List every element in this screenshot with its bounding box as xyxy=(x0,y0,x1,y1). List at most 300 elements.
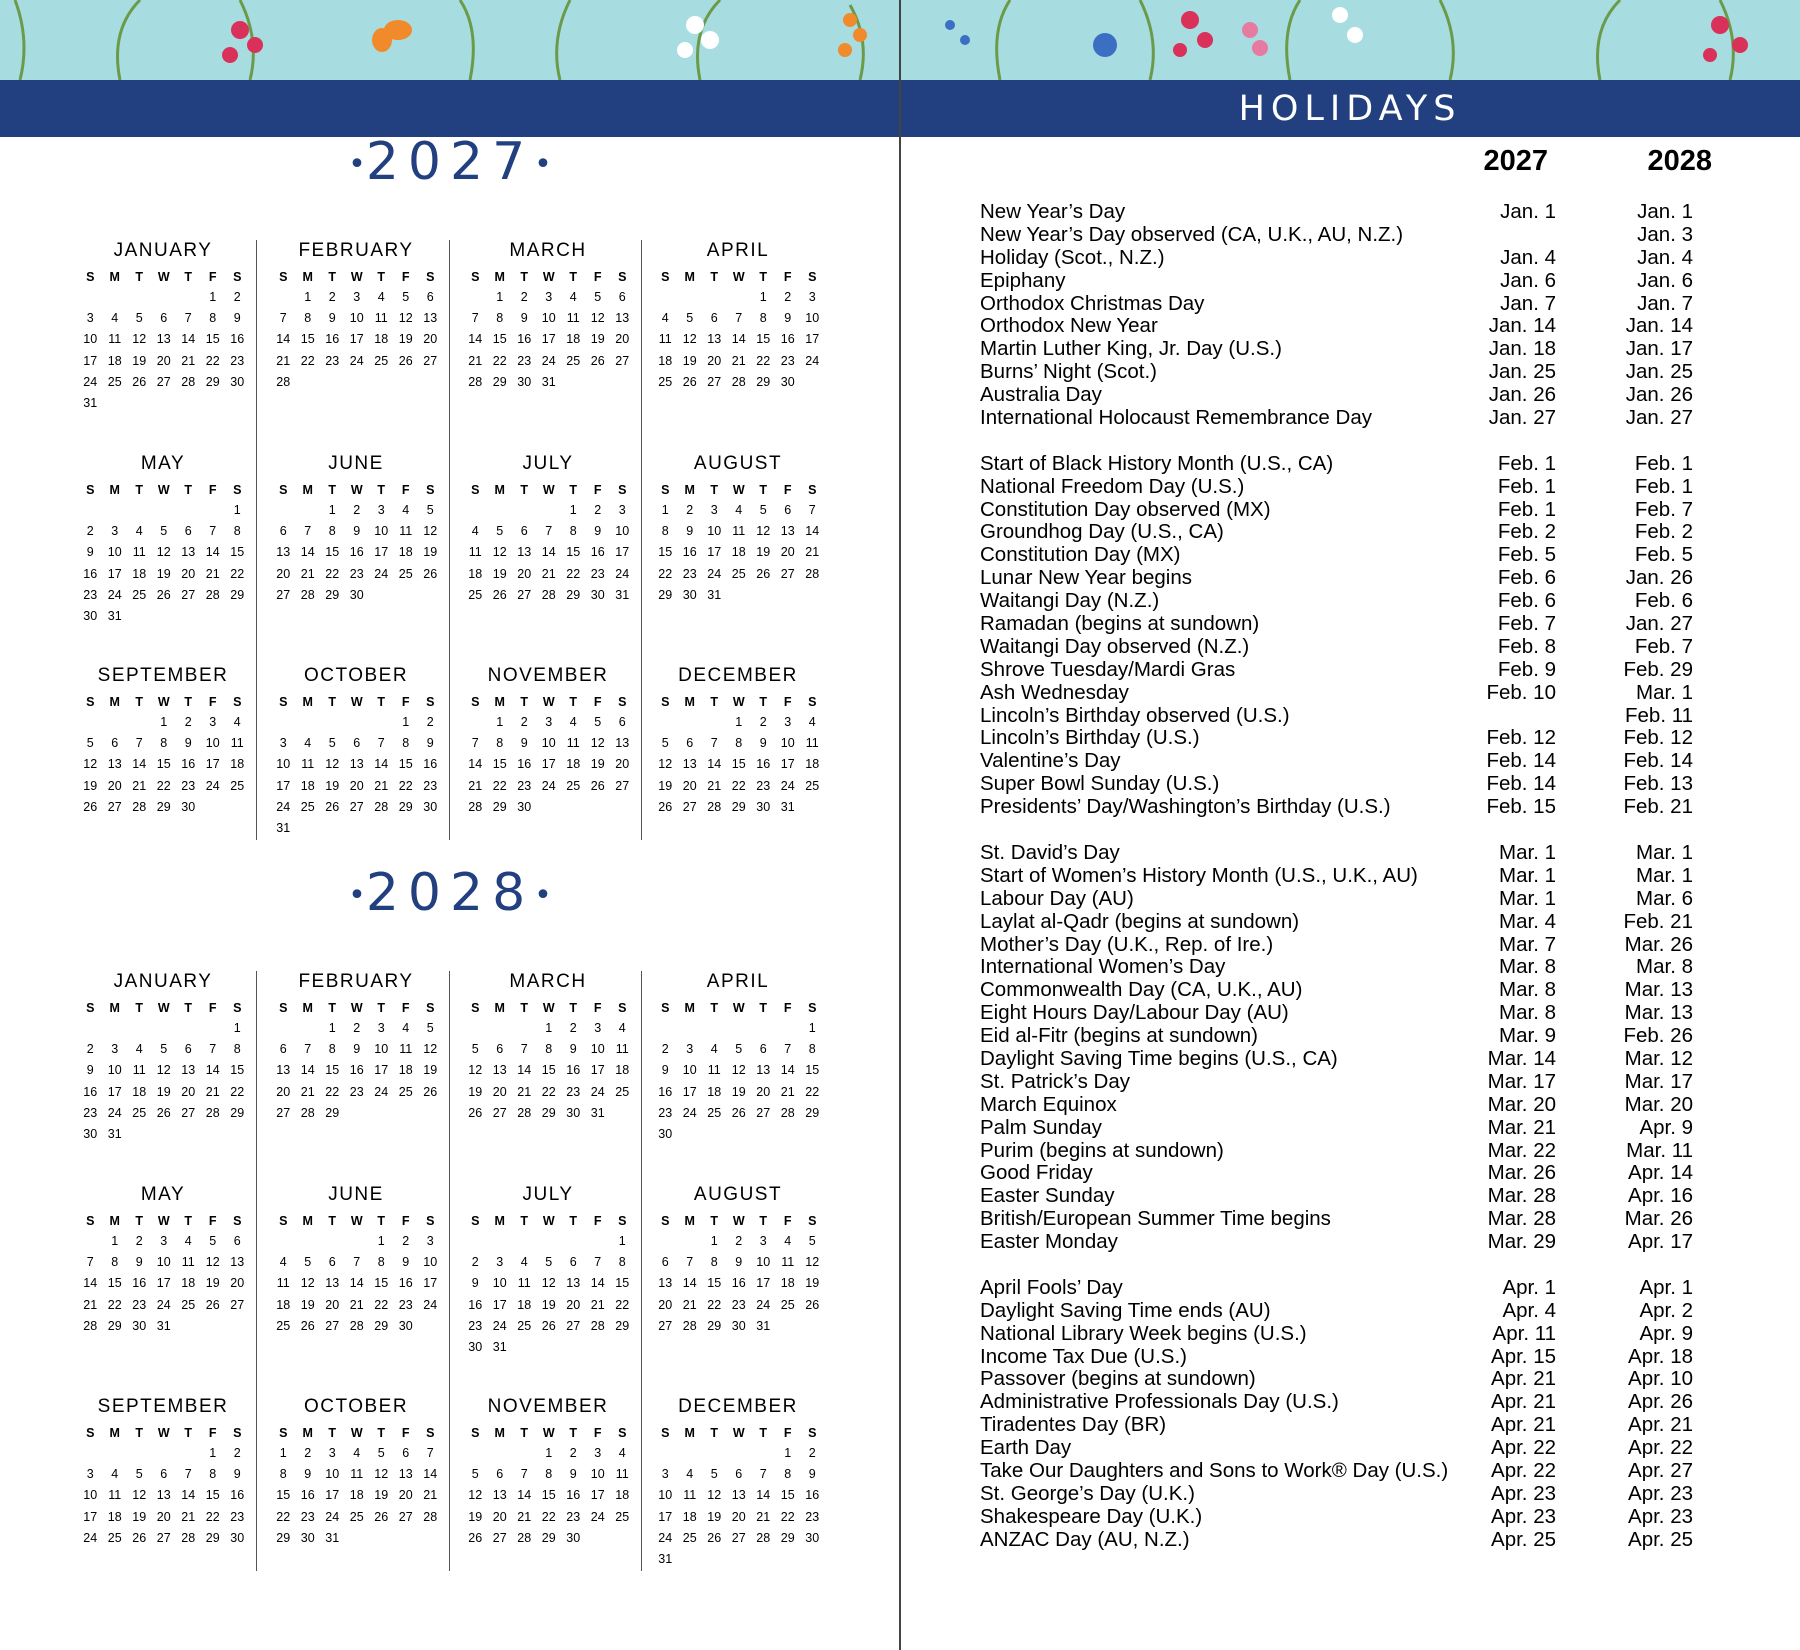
day-number: 18 xyxy=(517,1297,532,1312)
weekday-header xyxy=(78,999,250,1017)
day-number: 9 xyxy=(520,311,528,326)
weekday-label: T xyxy=(184,695,193,709)
holiday-name: Start of Women’s History Month (U.S., U.K., AU) xyxy=(980,863,1418,887)
holiday-row xyxy=(980,1277,1720,1300)
day-number: 18 xyxy=(349,1488,364,1503)
day-number: 22 xyxy=(707,1297,722,1312)
holiday-name: Commonwealth Day (CA, U.K., AU) xyxy=(980,978,1303,1002)
holiday-date-2027: Mar. 8 xyxy=(1499,955,1556,979)
day-number: 28 xyxy=(517,1530,532,1545)
weekday-label: S xyxy=(279,270,288,284)
day-number: 12 xyxy=(300,1276,315,1291)
day-number: 16 xyxy=(566,1063,581,1078)
day-number: 17 xyxy=(492,1297,507,1312)
day-number: 23 xyxy=(300,1509,315,1524)
day-number: 4 xyxy=(135,1042,143,1057)
weekday-label: S xyxy=(426,695,435,709)
holiday-date-2027: Apr. 21 xyxy=(1491,1390,1556,1414)
day-number: 26 xyxy=(83,799,98,814)
day-number: 9 xyxy=(661,1063,669,1078)
weekday-header xyxy=(463,1212,635,1230)
day-number: 17 xyxy=(658,1509,673,1524)
day-number: 2 xyxy=(594,503,602,517)
month-name: DECEMBER xyxy=(678,1396,798,1417)
day-number: 4 xyxy=(618,1021,626,1035)
day-number: 15 xyxy=(156,757,171,772)
day-number: 1 xyxy=(304,290,312,304)
day-number: 31 xyxy=(107,1126,122,1141)
holiday-name: Presidents’ Day/Washington’s Birthday (U.S.) xyxy=(980,795,1391,819)
weekday-label: T xyxy=(328,1214,337,1228)
calendar-column-divider xyxy=(641,971,642,1571)
day-number: 6 xyxy=(111,736,119,751)
day-number: 24 xyxy=(156,1297,171,1312)
day-number: 4 xyxy=(304,736,312,751)
weekday-label: T xyxy=(569,1426,578,1440)
day-number: 10 xyxy=(374,1042,389,1057)
holiday-name: Laylat al-Qadr (begins at sundown) xyxy=(980,909,1300,933)
day-number: 11 xyxy=(658,332,672,347)
day-number: 15 xyxy=(541,1488,556,1503)
weekday-label: W xyxy=(350,270,363,284)
empty-day-cell xyxy=(103,1443,128,1464)
calendar-column-divider xyxy=(256,971,257,1571)
day-number: 27 xyxy=(230,1297,245,1312)
day-number: 24 xyxy=(325,1509,340,1524)
day-number: 25 xyxy=(276,1318,291,1333)
weekday-label: S xyxy=(808,695,817,709)
day-number: 3 xyxy=(686,1042,694,1057)
day-number: 23 xyxy=(566,1509,581,1524)
calendar-2028 xyxy=(78,971,828,1571)
holiday-date-2028: Feb. 12 xyxy=(1623,726,1693,750)
day-number: 10 xyxy=(780,736,795,751)
day-number: 6 xyxy=(759,1042,767,1057)
month-name: MAY xyxy=(140,453,186,474)
holiday-date-2027: Jan. 26 xyxy=(1488,383,1556,407)
day-number: 4 xyxy=(279,1255,287,1270)
weekday-label: F xyxy=(208,483,217,497)
weekday-label: W xyxy=(350,1001,363,1015)
day-number: 14 xyxy=(517,1063,532,1078)
weekday-label: T xyxy=(377,1426,386,1440)
weekday-header xyxy=(463,1424,635,1442)
holiday-row xyxy=(980,1140,1720,1163)
holiday-date-2027: Mar. 20 xyxy=(1487,1092,1556,1116)
day-number: 11 xyxy=(181,1255,195,1270)
day-number: 17 xyxy=(590,1063,605,1078)
day-number: 27 xyxy=(349,799,364,814)
day-number: 22 xyxy=(230,566,245,581)
day-number: 1 xyxy=(618,1234,626,1248)
weekday-label: W xyxy=(157,483,170,497)
day-number: 12 xyxy=(83,757,98,772)
holiday-date-2028: Apr. 26 xyxy=(1628,1390,1693,1414)
day-number: 23 xyxy=(325,353,340,368)
day-number: 21 xyxy=(132,778,147,793)
holiday-date-2027: Feb. 2 xyxy=(1497,520,1556,544)
day-number: 20 xyxy=(731,1509,746,1524)
day-number: 18 xyxy=(276,1297,291,1312)
day-number: 18 xyxy=(132,566,147,581)
day-number: 11 xyxy=(301,757,315,772)
holiday-date-2028: Jan. 1 xyxy=(1637,200,1693,223)
weekday-label: T xyxy=(759,270,768,284)
day-number: 9 xyxy=(784,311,792,326)
day-number: 6 xyxy=(184,1042,192,1057)
day-number: 3 xyxy=(594,1021,602,1035)
holiday-date-2028: Apr. 9 xyxy=(1639,1321,1693,1345)
day-number: 7 xyxy=(377,736,385,751)
day-number: 22 xyxy=(492,778,507,793)
day-number: 6 xyxy=(184,524,192,539)
day-number: 30 xyxy=(590,587,605,602)
holiday-row xyxy=(980,636,1720,659)
weekday-label: S xyxy=(471,1426,480,1440)
day-number: 23 xyxy=(517,778,532,793)
day-number: 20 xyxy=(156,353,171,368)
day-number: 24 xyxy=(707,566,722,581)
weekday-label: S xyxy=(233,483,242,497)
day-number: 24 xyxy=(276,799,291,814)
weekday-label: M xyxy=(109,270,120,284)
holiday-date-2027: Jan. 6 xyxy=(1500,268,1556,292)
holiday-row xyxy=(980,911,1720,934)
day-number: 15 xyxy=(707,1276,722,1291)
holiday-date-2028: Jan. 3 xyxy=(1637,222,1693,246)
day-number: 16 xyxy=(468,1297,483,1312)
day-number: 6 xyxy=(160,311,168,326)
day-number: 31 xyxy=(707,587,722,602)
day-number: 25 xyxy=(615,1509,630,1524)
weekday-label: S xyxy=(661,483,670,497)
empty-day-cell xyxy=(653,1231,678,1252)
day-number: 18 xyxy=(615,1488,630,1503)
holiday-name: International Holocaust Remembrance Day xyxy=(980,406,1372,430)
holiday-date-2028: Apr. 1 xyxy=(1639,1275,1693,1299)
weekday-label: F xyxy=(208,695,217,709)
day-number: 29 xyxy=(230,587,245,602)
weekday-header xyxy=(271,693,443,711)
day-number: 22 xyxy=(398,778,413,793)
month-january-2028 xyxy=(78,971,248,1161)
holiday-date-2028: Feb. 2 xyxy=(1634,520,1693,544)
day-number: 16 xyxy=(83,1084,98,1099)
weekday-header xyxy=(653,481,825,499)
day-number: 22 xyxy=(731,778,746,793)
day-number: 21 xyxy=(468,353,483,368)
day-number: 29 xyxy=(398,799,413,814)
weekday-label: F xyxy=(783,1001,792,1015)
holiday-name: Eight Hours Day/Labour Day (AU) xyxy=(980,1001,1289,1025)
day-number: 24 xyxy=(615,566,630,581)
weekday-label: M xyxy=(684,1001,695,1015)
empty-day-cell xyxy=(78,287,103,308)
weekday-label: T xyxy=(377,695,386,709)
day-number: 7 xyxy=(184,311,192,326)
day-number: 28 xyxy=(517,1105,532,1120)
weekday-label: F xyxy=(401,1214,410,1228)
day-number: 6 xyxy=(735,1467,743,1482)
day-number: 27 xyxy=(492,1105,507,1120)
day-number: 15 xyxy=(492,757,507,772)
day-number: 21 xyxy=(517,1084,532,1099)
day-number: 8 xyxy=(569,524,577,539)
day-number: 25 xyxy=(132,587,147,602)
day-number: 28 xyxy=(300,587,315,602)
holiday-date-2028: Apr. 22 xyxy=(1628,1436,1693,1460)
weekday-header xyxy=(463,999,635,1017)
day-grid xyxy=(78,1443,250,1549)
day-number: 19 xyxy=(423,1063,438,1078)
day-number: 13 xyxy=(707,332,722,347)
weekday-label: T xyxy=(569,270,578,284)
day-number: 17 xyxy=(590,1488,605,1503)
day-number: 24 xyxy=(590,1084,605,1099)
day-number: 22 xyxy=(205,353,220,368)
day-number: 9 xyxy=(184,736,192,751)
day-number: 15 xyxy=(541,1063,556,1078)
weekday-label: F xyxy=(783,270,792,284)
weekday-header xyxy=(78,693,250,711)
day-number: 23 xyxy=(468,1318,483,1333)
day-number: 3 xyxy=(784,715,792,729)
day-number: 20 xyxy=(517,566,532,581)
day-number: 8 xyxy=(496,736,504,751)
weekday-label: S xyxy=(808,270,817,284)
holiday-date-2027: Feb. 9 xyxy=(1497,657,1556,681)
day-number: 13 xyxy=(156,332,171,347)
day-number: 6 xyxy=(569,1255,577,1270)
weekday-header xyxy=(78,1212,250,1230)
day-number: 21 xyxy=(205,566,220,581)
day-number: 19 xyxy=(325,778,340,793)
day-grid xyxy=(653,500,825,606)
weekday-label: T xyxy=(135,483,144,497)
weekday-label: F xyxy=(401,270,410,284)
day-number: 5 xyxy=(135,1467,143,1482)
weekday-label: T xyxy=(328,695,337,709)
day-number: 1 xyxy=(735,715,743,729)
day-number: 2 xyxy=(784,290,792,304)
day-number: 11 xyxy=(468,545,482,560)
holiday-row xyxy=(980,384,1720,407)
day-number: 22 xyxy=(805,1084,820,1099)
day-number: 8 xyxy=(328,524,336,539)
day-number: 16 xyxy=(517,332,532,347)
day-number: 3 xyxy=(111,1042,119,1057)
day-number: 9 xyxy=(471,1276,479,1291)
month-name: SEPTEMBER xyxy=(97,665,229,686)
day-number: 19 xyxy=(83,778,98,793)
day-number: 25 xyxy=(780,1297,795,1312)
day-number: 21 xyxy=(300,566,315,581)
day-number: 19 xyxy=(156,566,171,581)
empty-day-cell xyxy=(152,500,177,521)
holiday-date-2027: Mar. 7 xyxy=(1499,932,1556,956)
day-number: 4 xyxy=(569,290,577,304)
holiday-date-2028: Jan. 17 xyxy=(1625,337,1693,361)
empty-day-cell xyxy=(103,712,128,733)
day-number: 26 xyxy=(492,587,507,602)
day-number: 7 xyxy=(594,1255,602,1270)
day-number: 13 xyxy=(731,1488,746,1503)
day-number: 22 xyxy=(156,778,171,793)
holiday-name: Super Bowl Sunday (U.S.) xyxy=(980,772,1220,796)
holiday-date-2027: Mar. 8 xyxy=(1499,1001,1556,1025)
weekday-label: T xyxy=(710,483,719,497)
month-march-2028 xyxy=(463,971,633,1161)
day-grid xyxy=(78,1018,250,1145)
holiday-date-2027: Feb. 10 xyxy=(1486,680,1556,704)
day-number: 23 xyxy=(731,1297,746,1312)
weekday-header xyxy=(653,1212,825,1230)
holiday-row xyxy=(980,888,1720,911)
empty-day-cell xyxy=(103,287,128,308)
day-number: 18 xyxy=(230,757,245,772)
day-number: 29 xyxy=(805,1105,820,1120)
weekday-label: W xyxy=(350,1214,363,1228)
day-number: 18 xyxy=(731,545,746,560)
day-grid xyxy=(463,500,635,606)
day-number: 25 xyxy=(658,374,673,389)
month-name: JULY xyxy=(522,1184,574,1205)
month-september-2028 xyxy=(78,1396,248,1586)
empty-day-cell xyxy=(78,1018,103,1039)
holiday-date-2027: Apr. 25 xyxy=(1491,1527,1556,1551)
day-number: 3 xyxy=(377,503,385,517)
day-grid xyxy=(78,1231,250,1337)
day-number: 6 xyxy=(618,715,626,729)
day-number: 14 xyxy=(682,1276,697,1291)
weekday-label: M xyxy=(109,1001,120,1015)
weekday-header xyxy=(271,481,443,499)
weekday-label: T xyxy=(184,483,193,497)
holiday-date-2028: Mar. 13 xyxy=(1624,1001,1693,1025)
weekday-header xyxy=(653,693,825,711)
day-number: 21 xyxy=(423,1488,438,1503)
day-number: 21 xyxy=(756,1509,771,1524)
day-number: 29 xyxy=(230,1105,245,1120)
day-number: 5 xyxy=(686,311,694,326)
empty-day-cell xyxy=(512,500,537,521)
day-number: 12 xyxy=(731,1063,746,1078)
day-number: 15 xyxy=(615,1276,630,1291)
holiday-row xyxy=(980,750,1720,773)
holiday-name: Tiradentes Day (BR) xyxy=(980,1413,1167,1437)
weekday-label: W xyxy=(542,270,555,284)
day-number: 13 xyxy=(398,1467,413,1482)
weekday-label: T xyxy=(377,270,386,284)
month-december-2028 xyxy=(653,1396,823,1586)
holiday-name: April Fools’ Day xyxy=(980,1275,1123,1299)
day-number: 4 xyxy=(402,503,410,517)
day-number: 5 xyxy=(135,311,143,326)
weekday-label: W xyxy=(157,1001,170,1015)
weekday-label: F xyxy=(208,270,217,284)
weekday-label: M xyxy=(302,1001,313,1015)
holiday-row xyxy=(980,1437,1720,1460)
day-number: 8 xyxy=(279,1467,287,1482)
month-august-2028 xyxy=(653,1184,823,1374)
holiday-name: Waitangi Day (N.Z.) xyxy=(980,589,1160,613)
weekday-label: W xyxy=(157,695,170,709)
day-number: 20 xyxy=(349,778,364,793)
day-number: 13 xyxy=(276,1063,291,1078)
day-number: 5 xyxy=(710,1467,718,1482)
day-number: 3 xyxy=(545,715,553,729)
holiday-row xyxy=(980,705,1720,728)
day-number: 29 xyxy=(492,799,507,814)
day-number: 20 xyxy=(181,1084,196,1099)
day-number: 11 xyxy=(132,545,146,560)
month-name: FEBRUARY xyxy=(298,971,414,992)
empty-day-cell xyxy=(702,1443,727,1464)
day-number: 2 xyxy=(86,1042,94,1057)
day-number: 9 xyxy=(328,311,336,326)
empty-day-cell xyxy=(296,712,321,733)
weekday-label: M xyxy=(684,1426,695,1440)
day-number: 11 xyxy=(683,1488,697,1503)
holiday-date-2028: Feb. 1 xyxy=(1634,451,1693,475)
empty-day-cell xyxy=(776,1018,801,1039)
holiday-date-2027: Mar. 28 xyxy=(1487,1184,1556,1208)
holiday-name: St. Patrick’s Day xyxy=(980,1069,1130,1093)
day-number: 18 xyxy=(468,566,483,581)
day-number: 4 xyxy=(618,1446,626,1460)
day-grid xyxy=(78,500,250,627)
day-number: 11 xyxy=(108,332,122,347)
day-number: 5 xyxy=(496,524,504,539)
day-number: 14 xyxy=(181,332,196,347)
day-number: 19 xyxy=(132,353,147,368)
holiday-row xyxy=(980,659,1720,682)
holiday-name: Ash Wednesday xyxy=(980,680,1129,704)
day-grid xyxy=(463,1231,635,1358)
holiday-name: Palm Sunday xyxy=(980,1115,1102,1139)
day-number: 7 xyxy=(545,524,553,539)
day-number: 11 xyxy=(781,1255,795,1270)
month-june-2028 xyxy=(271,1184,441,1374)
holiday-name: St. David’s Day xyxy=(980,840,1120,864)
holiday-date-2028: Mar. 8 xyxy=(1636,955,1693,979)
day-number: 20 xyxy=(780,545,795,560)
day-number: 25 xyxy=(107,1530,122,1545)
month-april-2028 xyxy=(653,971,823,1161)
day-number: 8 xyxy=(328,1042,336,1057)
weekday-header xyxy=(463,693,635,711)
weekday-header xyxy=(653,999,825,1017)
day-number: 24 xyxy=(492,1318,507,1333)
weekday-label: W xyxy=(732,1001,745,1015)
day-number: 11 xyxy=(566,311,580,326)
day-number: 20 xyxy=(492,1509,507,1524)
day-number: 23 xyxy=(517,353,532,368)
day-grid xyxy=(271,1231,443,1337)
day-number: 5 xyxy=(160,1042,168,1057)
month-name: OCTOBER xyxy=(303,665,409,686)
holiday-date-2027: Mar. 1 xyxy=(1499,840,1556,864)
day-number: 9 xyxy=(353,1042,361,1057)
day-number: 22 xyxy=(325,566,340,581)
day-number: 12 xyxy=(132,332,147,347)
holiday-name: Easter Monday xyxy=(980,1230,1118,1254)
day-number: 26 xyxy=(541,1318,556,1333)
day-number: 4 xyxy=(111,1467,119,1482)
day-number: 20 xyxy=(615,332,630,347)
day-number: 7 xyxy=(710,736,718,751)
day-number: 23 xyxy=(682,566,697,581)
